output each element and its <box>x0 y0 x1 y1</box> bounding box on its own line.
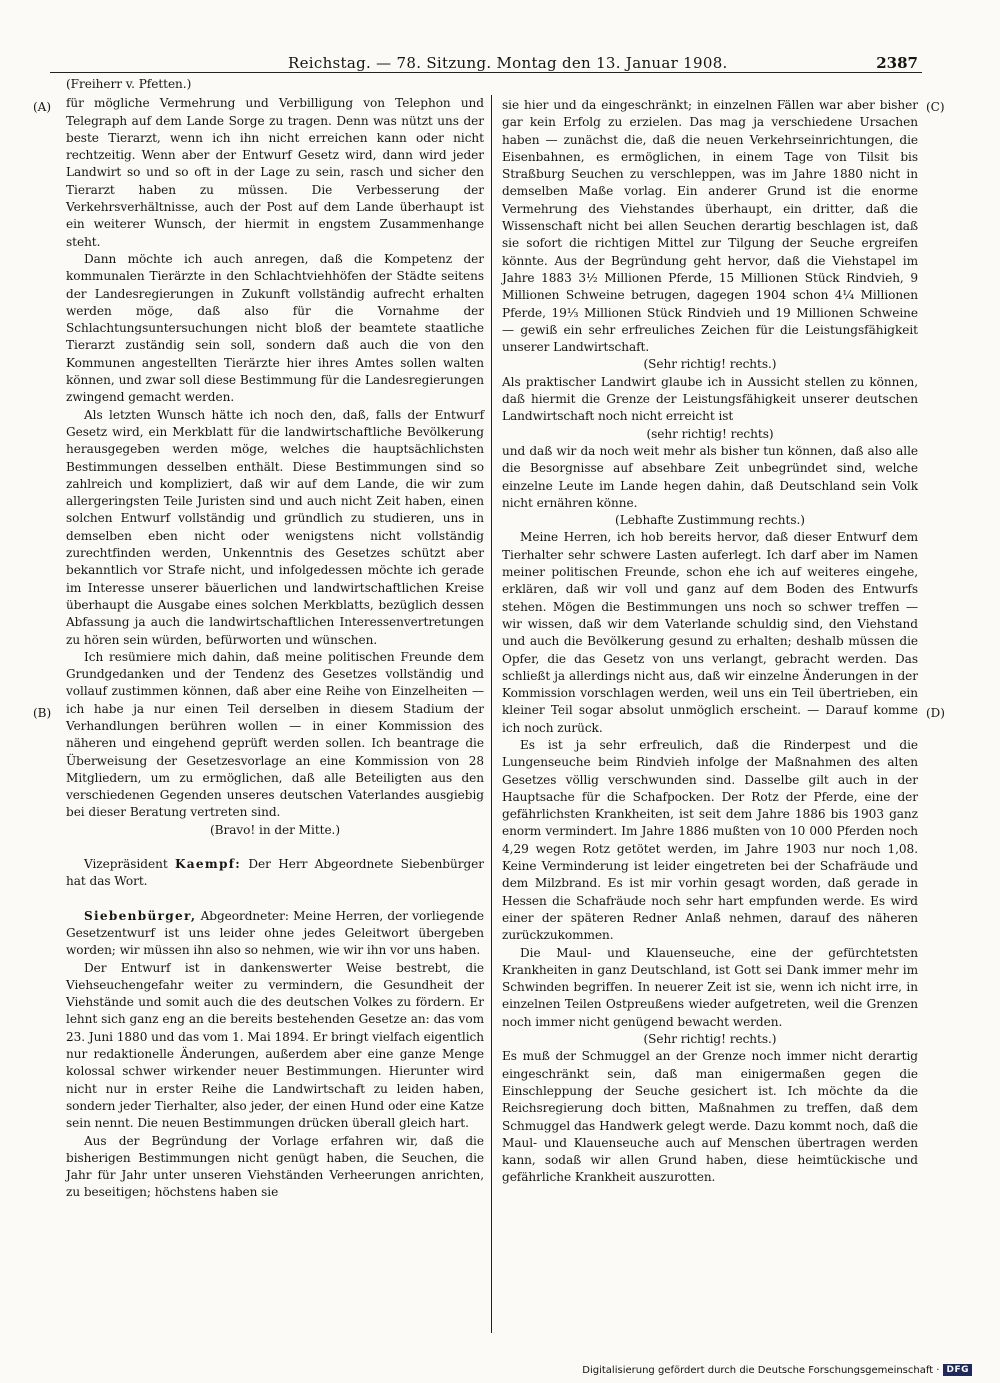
speaker-intro <box>66 908 484 960</box>
paragraph: Es ist ja sehr erfreulich, daß die Rinderpest und die Lungenseuche beim Rindvieh infolge der Maßnahmen des alten Gesetzes völlig verschwunden sind. Dasselbe gilt auch in der Hauptsache für die Schafpocken. Der Rotz der Pferde, eine der gefährlichsten Krankheiten, ist seit dem Jahre 1886 bis 1903 ganz enorm vermindert. Im Jahre 1886 mußten von 10 000 Pferden noch 4,29 wegen Rotz getötet werden, im Jahre 1903 nur noch 1,08. Keine Verminderung ist leider eingetreten bei der Schafräude und dem Milzbrand. Es ist mir vorhin gesagt worden, daß gerade in Hessen die Schafräude noch sehr hart empfunden werde. Es wird einer der späteren Redner Anlaß nehmen, darauf des näheren zurückzukommen. <box>502 737 918 943</box>
vice-president-remark <box>66 856 484 891</box>
paragraph: sie hier und da eingeschränkt; in einzelnen Fällen war aber bisher gar kein Erfolg zu erzielen. Das mag ja verschiedene Ursachen haben — zunächst die, daß die neuen Verkehrseinrichtungen, die Eisenbahnen, es ermöglichen, in einem Tage von Tilsit bis Straßburg Seuchen zu verschleppen, was im Jahre 1880 nicht in demselben Maße vorlag. Ein anderer Grund ist die enorme Vermehrung des Viehstandes überhaupt, ein dritter, daß die Wissenschaft nicht bei allen Seuchen derartig beschlagen ist, daß sie sofort die richtigen Mittel zur Tilgung der Seuche ergreifen könnte. Aus der Begründung geht hervor, daß die Viehstapel im Jahre 1883 3½ Millionen Pferde, 15 Millionen Stück Rindvieh, 9 Millionen Schweine betrugen, dagegen 1904 schon 4¼ Millionen Pferde, 19⅓ Millionen Stück Rindvieh und 19 Millionen Schweine — gewiß ein sehr erfreuliches Zeichen für die Leistungsfähigkeit unserer Landwirtschaft. <box>502 98 918 355</box>
paragraph: Es muß der Schmuggel an der Grenze noch immer nicht derartig eingeschränkt sein, daß man einigermaßen gegen die Einschleppung der Seuche gesichert ist. Ich möchte da die Reichsregierung doch bitten, Maßnahmen zu treffen, daß dem Schmuggel das Handwerk gelegt werde. Dazu kommt noch, daß die Maul- und Klauenseuche auch auf Menschen übertragen werden kann, sodaß wir allen Grund haben, diese heimtückische und gefährliche Krankheit auszurotten. <box>502 1049 918 1185</box>
paragraph: Dann möchte ich auch anregen, daß die Kompetenz der kommunalen Tierärzte in den Schlachtviehhöfen der Städte seitens der Landesregierungen in Zukunft vollständig aufrecht erhalten werden möge, daß also für die Vornahme der Schlachtungsuntersuchungen nicht bloß der beamtete staatliche Tierarzt zuständig sein soll, sondern daß auch die von den Kommunen angestellten Tierärzte hier ihres Amtes sollen walten können, und zwar soll diese Bestimmung für die Landesregierungen zwingend gemacht werden. <box>66 251 484 405</box>
paragraph: Ich resümiere mich dahin, daß meine politischen Freunde dem Grundgedanken und der Tendenz des Gesetzes vollständig und vollauf zustimmen können, daß aber eine Reihe von Einzelheiten — ich habe ja nur einen Teil derselben in diesem Stadium der Verhandlungen berühren wollen — in einer Kommission des näheren und eingehend geprüft werden sollen. Ich beantrage die Überweisung der Gesetzesvorlage an eine Kommission von 28 Mitgliedern, um zu ermöglichen, daß alle Beteiligten aus den verschiedenen Gegenden unseres deutschen Vaterlandes ausgiebig bei dieser Beratung vertreten sind. <box>66 649 484 820</box>
paragraph: und daß wir da noch weit mehr als bisher tun können, daß also alle die Besorgnisse auf absehbare Zeit unbegründet sind, welche einzelne Leute im Lande hegen dahin, daß Deutschland sein Volk nicht ernähren könne. <box>502 443 918 510</box>
applause-note: (Bravo! in der Mitte.) <box>209 822 341 837</box>
footer-credit <box>582 1364 972 1376</box>
vp-text: Der Herr Abgeordnete Siebenbürger hat das Wort. <box>66 857 484 889</box>
margin-marker-c: (C) <box>926 100 945 114</box>
interjection: (sehr richtig! rechts) <box>646 426 774 441</box>
footer-text: Digitalisierung gefördert durch die Deutsche Forschungsgemeinschaft · <box>582 1364 940 1376</box>
running-head: Reichstag. — 78. Sitzung. Montag den 13. Januar 1908. <box>288 54 728 72</box>
margin-marker-b: (B) <box>33 706 52 720</box>
interjection: (Lebhafte Zustimmung rechts.) <box>615 513 805 528</box>
paragraph: Der Entwurf ist in dankenswerter Weise bestrebt, die Viehseuchengefahr weiter zu vermindern, die Gesundheit der Viehstände und somit auch die des deutschen Volkes zu fördern. Er lehnt sich ganz eng an die bereits bestehenden Gesetze an: das vom 23. Juni 1880 und das vom 1. Mai 1894. Er bringt vielfach eigentlich nur redaktionelle Änderungen, außerdem aber eine ganze Menge kolossal schwer wirkender neuer Bestimmungen. Hierunter wird nicht nur in erster Reihe die Landwirtschaft zu leiden haben, sondern jeder Tierhalter, also jeder, der einen Hund oder eine Katze sein nennt. Die neuen Bestimmungen drücken überall gleich hart. <box>66 960 484 1131</box>
left-column <box>66 76 484 1202</box>
paragraph: Als letzten Wunsch hätte ich noch den, daß, falls der Entwurf Gesetz wird, ein Merkblatt für die landwirtschaftliche Bevölkerung herausgegeben werden möge, welches die hauptsächlichsten Bestimmungen desselben enthält. Diese Bestimmungen sind so zahlreich und kompliziert, daß wir auf dem Lande, die wir zum allergeringsten Teile Juristen sind und auch nicht Zeit haben, einen solchen Entwurf vollständig und gründlich zu studieren, uns in demselben eben nicht oder wenigstens nicht vollständig zurechtfinden werden, Unkenntnis des Gesetzes schützt aber bekanntlich vor Strafe nicht, und infolgedessen möchte ich gerade im Interesse unserer bäuerlichen und landwirtschaftlichen Kreise überhaupt die Ausgabe eines solchen Merkblatts, bezüglich dessen Abfassung ja auch die landwirtschaftlichen Interessenvertretungen zu hören sein würden, befürworten und wünschen. <box>66 407 484 647</box>
header-rule <box>50 72 922 73</box>
speaker-name: Siebenbürger, <box>84 908 197 923</box>
paragraph: Die Maul- und Klauenseuche, eine der gefürchtetsten Krankheiten in ganz Deutschland, ist Gott sei Dank immer mehr im Schwinden begriffen. In neuerer Zeit ist sie, wenn ich nicht irre, in einzelnen Teilen Ostpreußens wieder aufgetreten, weil die Grenzen noch immer nicht genügend bewacht werden. <box>502 945 918 1029</box>
speaker-caption: (Freiherr v. Pfetten.) <box>66 77 192 91</box>
vp-name: Kaempf: <box>174 857 242 872</box>
column-divider <box>491 95 492 1333</box>
paragraph: Meine Herren, ich hob bereits hervor, daß dieser Entwurf dem Tierhalter sehr schwere Lasten auferlegt. Ich darf aber im Namen meiner politischen Freunde, schon ehe ich auf weiteres eingehe, erklären, daß wir voll und ganz auf dem Boden des Entwurfs stehen. Mögen die Bestimmungen uns noch so schwer treffen — wir wissen, daß wir dem Vaterlande schuldig sind, den Viehstand und auch die Bevölkerung gesund zu erhalten; deshalb müssen die Opfer, die das Gesetz von uns verlangt, gebracht werden. Das schließt ja allerdings nicht aus, daß wir einzelne Änderungen in der Kommission vorschlagen werden, weil uns ein Teil übertrieben, ein kleiner Teil sogar absolut unmöglich erscheint. — Darauf komme ich noch zurück. <box>502 530 918 735</box>
speaker-intro-text: Abgeordneter: Meine Herren, der vorliegende Gesetzentwurf ist uns leider ohne jedes Geleitwort übergeben worden; wir müssen ihn also so nehmen, wie wir ihn vor uns haben. <box>66 908 484 958</box>
paragraph: für mögliche Vermehrung und Verbilligung von Telephon und Telegraph auf dem Lande Sorge zu tragen. Denn was nützt uns der beste Tierarzt, wenn ich ihn nicht erreichen kann oder nicht rechtzeitig. Wenn aber der Entwurf Gesetz wird, dann wird jeder Landwirt so und so oft in der Lage zu sein, rasch und sicher den Tierarzt haben zu müssen. Die Verbesserung der Verkehrsverhältnisse, auch der Post auf dem Lande überhaupt ist ein weiterer Wunsch, der hiermit in engstem Zusammenhange steht. <box>66 96 484 249</box>
interjection: (Sehr richtig! rechts.) <box>643 1032 777 1047</box>
dfg-logo: DFG <box>943 1364 972 1376</box>
right-column <box>502 97 918 1187</box>
vp-label: Vizepräsident <box>84 857 168 872</box>
paragraph: Aus der Begründung der Vorlage erfahren wir, daß die bisherigen Bestimmungen nicht genügt haben, die Seuchen, die Jahr für Jahr unter unseren Viehständen Verheerungen anrichten, zu beseitigen; höchstens haben sie <box>66 1133 484 1200</box>
interjection: (Sehr richtig! rechts.) <box>643 357 777 372</box>
paragraph: Als praktischer Landwirt glaube ich in Aussicht stellen zu können, daß hiermit die Grenze der Leistungsfähigkeit unserer deutschen Landwirtschaft noch nicht erreicht ist <box>502 374 918 424</box>
margin-marker-d: (D) <box>926 706 945 720</box>
page-header <box>50 50 920 74</box>
page-number: 2387 <box>876 54 918 72</box>
margin-marker-a: (A) <box>33 100 52 114</box>
